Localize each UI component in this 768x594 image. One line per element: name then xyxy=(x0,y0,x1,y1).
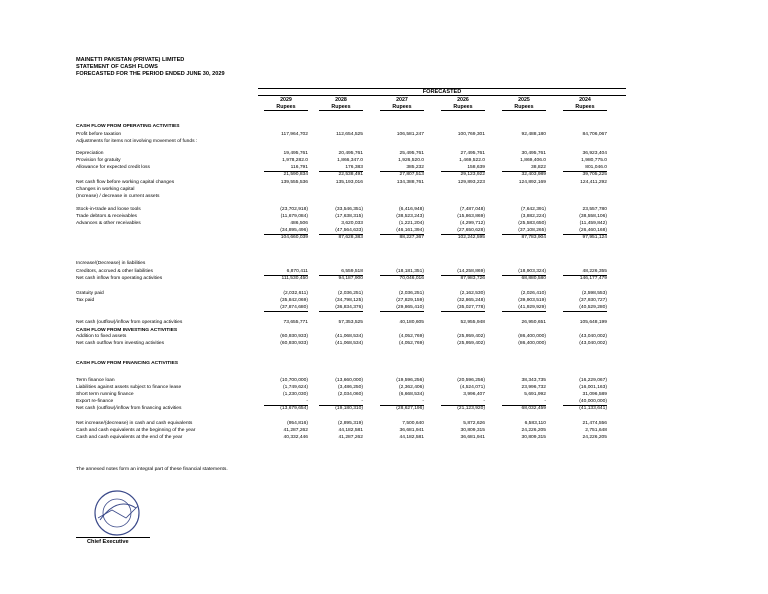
row-value: 134,388,761 xyxy=(396,180,424,185)
row-label: Net increase/(decrease) in cash and cash equivalents xyxy=(76,421,193,426)
column-header-2 xyxy=(319,97,363,111)
row-value: (20,596,256) xyxy=(457,378,485,383)
signature-line xyxy=(76,537,150,538)
row-value: (41,929,929) xyxy=(502,305,546,312)
row-value: 41,287,262 xyxy=(283,428,308,433)
row-label: Depreciation xyxy=(76,151,104,156)
row-value: (15,863,869) xyxy=(457,214,485,219)
row-value: (13,679,654) xyxy=(280,406,308,411)
column-year: 2027 xyxy=(396,97,408,103)
row-label: Trade debtors & receivables xyxy=(76,214,137,219)
row-label: Short term running finance xyxy=(76,392,134,397)
row-value: 36,681,941 xyxy=(460,435,485,440)
row-value: 40,180,605 xyxy=(399,320,424,325)
row-value: (38,558,106) xyxy=(579,214,607,219)
row-value: 24,226,205 xyxy=(521,428,546,433)
row-value: 146,177,479 xyxy=(579,276,607,281)
period-title: FORECASTED FOR THE PERIOD ENDED JUNE 30, 2029 xyxy=(76,71,225,77)
row-label: Term finance loan xyxy=(76,378,115,383)
row-value: (11,679,084) xyxy=(280,214,308,219)
row-value: 7,500,640 xyxy=(402,421,424,426)
row-value: (43,040,002) xyxy=(579,341,607,346)
row-value: 1,980,775.0 xyxy=(581,158,607,163)
row-value: (41,068,534) xyxy=(335,341,363,346)
column-year: 2024 xyxy=(579,97,591,103)
row-value: - xyxy=(502,399,546,406)
row-label: Stock-in-trade and loose tools xyxy=(76,207,141,212)
row-value: (25,959,402) xyxy=(457,341,485,346)
column-unit: Rupees xyxy=(441,104,485,112)
row-value: (41,068,534) xyxy=(335,334,363,339)
row-value: 25,495,761 xyxy=(399,151,424,156)
row-value: (38,523,243) xyxy=(396,214,424,219)
column-unit: Rupees xyxy=(502,104,546,112)
row-value: (25,583,650) xyxy=(518,221,546,226)
row-value: (11,459,842) xyxy=(579,221,607,226)
row-value: 87,783,904 xyxy=(521,235,546,240)
row-label: Cash and cash equivalents at the beginning of the year xyxy=(76,428,196,433)
row-value: 111,530,450 xyxy=(281,276,308,281)
row-value: 21,474,556 xyxy=(582,421,607,426)
row-value: 135,193,016 xyxy=(335,180,363,185)
row-value: - xyxy=(380,399,424,406)
row-value: (7,642,391) xyxy=(520,207,546,212)
row-value: 92,488,180 xyxy=(521,132,546,137)
row-value: (954,816) xyxy=(287,421,308,426)
row-value: 29,123,922 xyxy=(460,172,485,177)
row-value: 102,242,595 xyxy=(457,235,485,240)
row-value: 116,791 xyxy=(264,165,308,172)
row-value: 104,660,039 xyxy=(280,235,308,240)
row-value: 158,639 xyxy=(441,165,485,172)
forecasted-header: FORECASTED xyxy=(258,88,626,96)
row-value: 68,880,580 xyxy=(521,276,546,281)
row-value: (40,000,000) xyxy=(563,399,607,406)
row-value: 21,590,834 xyxy=(283,172,308,177)
row-value: 3,620,033 xyxy=(341,221,363,226)
row-value: (18,181,351) xyxy=(380,269,424,276)
column-year: 2025 xyxy=(518,97,530,103)
row-value: (4,052,769) xyxy=(398,334,424,339)
row-value: (3,882,224) xyxy=(520,214,546,219)
row-value: 106,581,247 xyxy=(396,132,424,137)
row-value: 6,559,518 xyxy=(319,269,363,276)
row-value: 38,822 xyxy=(502,165,546,172)
row-value: 87,628,383 xyxy=(338,235,363,240)
row-value: (41,133,641) xyxy=(579,406,607,411)
row-label: Increase/(Decrease) in liabilities xyxy=(76,261,146,266)
row-value: 97,951,124 xyxy=(582,235,607,240)
row-label: Net cash (outflow)/inflow from financing activities xyxy=(76,406,182,411)
column-year: 2029 xyxy=(280,97,292,103)
row-value: (37,874,680) xyxy=(264,305,308,312)
row-value: (43,040,002) xyxy=(579,334,607,339)
column-unit: Rupees xyxy=(380,104,424,112)
row-value: 22,538,491 xyxy=(338,172,363,177)
row-value: 1,978,282.0 xyxy=(282,158,308,163)
row-value: 5,691,992 xyxy=(524,392,546,397)
row-value: 30,809,315 xyxy=(460,428,485,433)
row-label: Export re-finance xyxy=(76,399,114,404)
row-value: (17,638,315) xyxy=(335,214,363,219)
row-label: (Increase) / decrease in current assets xyxy=(76,194,160,199)
row-value: 40,332,446 xyxy=(283,435,308,440)
column-header-4 xyxy=(441,97,485,111)
row-value: (37,930,727) xyxy=(579,298,607,303)
row-value: (19,596,256) xyxy=(396,378,424,383)
row-value: 139,555,536 xyxy=(280,180,308,185)
row-label: Net cash flow before working capital changes xyxy=(76,180,175,185)
row-value: (2,598,553) xyxy=(581,291,607,296)
row-value: 24,226,205 xyxy=(582,435,607,440)
row-value: 112,654,525 xyxy=(336,132,363,137)
row-value: 27,807,513 xyxy=(399,172,424,177)
signature-label: Chief Executive xyxy=(87,539,129,545)
row-value: 3,996,407 xyxy=(463,392,485,397)
row-value: - xyxy=(441,399,485,406)
row-value: (2,162,530) xyxy=(459,291,485,296)
row-value: (47,564,633) xyxy=(319,228,363,235)
row-value: (3,486,250) xyxy=(337,385,363,390)
row-value: (2,034,060) xyxy=(337,392,363,397)
row-value: 19,495,761 xyxy=(283,151,308,156)
row-value: 124,411,292 xyxy=(580,180,607,185)
row-value: 23,996,732 xyxy=(521,385,546,390)
row-value: 68,032,459 xyxy=(521,406,546,411)
row-value: (2,895,319) xyxy=(337,421,363,426)
row-value: (2,032,611) xyxy=(283,291,308,296)
row-value: (29,865,410) xyxy=(380,305,424,312)
row-value: (35,027,778) xyxy=(441,305,485,312)
row-value: 6,870,411 xyxy=(264,269,308,276)
row-value: 2,751,648 xyxy=(585,428,607,433)
column-unit: Rupees xyxy=(264,104,308,112)
row-value: (33,546,351) xyxy=(335,207,363,212)
row-value: 52,955,948 xyxy=(460,320,485,325)
row-value: (36,834,376) xyxy=(319,305,363,312)
row-value: (16,229,067) xyxy=(579,378,607,383)
row-label: Gratuity paid xyxy=(76,291,104,296)
row-value: (40,529,280) xyxy=(563,305,607,312)
row-value: 30,809,315 xyxy=(521,435,546,440)
row-value: 94,187,900 xyxy=(338,276,363,281)
row-value: (27,829,159) xyxy=(396,298,424,303)
row-value: 36,681,941 xyxy=(399,428,424,433)
row-value: (4,299,712) xyxy=(459,221,485,226)
row-value: 100,769,301 xyxy=(457,132,485,137)
row-value: 105,648,199 xyxy=(579,320,607,325)
row-value: (35,842,069) xyxy=(280,298,308,303)
row-value: (2,362,406) xyxy=(398,385,424,390)
row-value: 44,182,581 xyxy=(399,435,424,440)
row-label: CASH FLOW FROM FINANCING ACTIVITIES xyxy=(76,361,178,366)
row-value: 385,232 xyxy=(380,165,424,172)
row-value: (86,400,000) xyxy=(518,334,546,339)
row-value: 73,655,771 xyxy=(283,320,308,325)
row-value: (16,001,163) xyxy=(579,385,607,390)
row-value: (6,668,534) xyxy=(398,392,424,397)
row-value: 31,096,589 xyxy=(582,392,607,397)
row-value: (27,650,628) xyxy=(441,228,485,235)
row-value: (60,930,933) xyxy=(280,334,308,339)
row-value: 30,495,761 xyxy=(521,151,546,156)
row-value: (10,700,000) xyxy=(280,378,308,383)
row-value: (2,036,251) xyxy=(337,291,363,296)
row-label: Provision for gratuity xyxy=(76,158,121,163)
row-value: 117,964,702 xyxy=(281,132,308,137)
row-value: (21,123,920) xyxy=(457,406,485,411)
row-value: 129,893,223 xyxy=(457,180,485,185)
row-value: (14,258,869) xyxy=(441,269,485,276)
row-value: (60,930,933) xyxy=(280,341,308,346)
row-value: (34,798,125) xyxy=(335,298,363,303)
row-value: (2,026,410) xyxy=(520,291,546,296)
row-value: 1,869,406.0 xyxy=(520,158,546,163)
row-value: (4,524,071) xyxy=(459,385,485,390)
row-label: Allowance for expected credit loss xyxy=(76,165,150,170)
row-value: (86,400,000) xyxy=(518,341,546,346)
row-value: 1,866,347.0 xyxy=(337,158,363,163)
column-header-6 xyxy=(563,97,607,111)
row-value: 801,046.0 xyxy=(563,165,607,172)
row-value: (18,903,324) xyxy=(502,269,546,276)
row-value: 5,872,626 xyxy=(463,421,485,426)
row-value: 124,892,169 xyxy=(518,180,546,185)
row-value: 57,353,525 xyxy=(338,320,363,325)
row-value: 6,583,110 xyxy=(524,421,546,426)
column-unit: Rupees xyxy=(319,104,363,112)
row-value: 88,227,367 xyxy=(399,235,424,240)
row-value: (1,230,030) xyxy=(282,392,308,397)
row-label: CASH FLOW FROM INVESTING ACTIVITIES xyxy=(76,328,178,333)
statement-title: STATEMENT OF CASH FLOWS xyxy=(76,64,158,70)
row-value: 48,226,355 xyxy=(563,269,607,276)
row-value: 39,705,225 xyxy=(582,172,607,177)
row-label: Creditors, accrued & other liabilities xyxy=(76,269,153,274)
row-value: 27,495,761 xyxy=(460,151,485,156)
row-value: (4,052,769) xyxy=(398,341,424,346)
row-value: 87,983,726 xyxy=(460,276,485,281)
column-year: 2026 xyxy=(457,97,469,103)
company-stamp xyxy=(92,488,142,538)
annexed-note: The annexed notes form an integral part of these financial statements. xyxy=(76,467,228,472)
row-label: Advances & other receivables xyxy=(76,221,141,226)
row-value: 176,383 xyxy=(319,165,363,172)
column-header-1 xyxy=(264,97,308,111)
row-label: Profit before taxation xyxy=(76,132,122,137)
row-value: 70,046,016 xyxy=(399,276,424,281)
row-label: Liabilities against assets subject to finance lease xyxy=(76,385,182,390)
row-label: Net cash outflow from investing activities xyxy=(76,341,165,346)
row-value: 44,182,581 xyxy=(338,428,363,433)
column-header-5 xyxy=(502,97,546,111)
row-label: Net cash (outflow)/inflow from operating activities xyxy=(76,320,183,325)
row-value: (1,221,204) xyxy=(398,221,424,226)
row-value: 23,557,780 xyxy=(582,207,607,212)
column-year: 2028 xyxy=(335,97,347,103)
row-label: Net cash inflow from operating activities xyxy=(76,276,163,281)
row-label: Adjustments for items not involving movement of funds : xyxy=(76,139,198,144)
row-value: (1,749,624) xyxy=(282,385,308,390)
row-value: (13,660,000) xyxy=(335,378,363,383)
row-value: 84,706,067 xyxy=(582,132,607,137)
row-value: (32,865,248) xyxy=(457,298,485,303)
row-value: 32,403,989 xyxy=(521,172,546,177)
row-label: Tax paid xyxy=(76,298,95,303)
column-unit: Rupees xyxy=(563,104,607,112)
row-value: (7,487,048) xyxy=(459,207,485,212)
row-value: 1,926,520.0 xyxy=(398,158,424,163)
row-value: (39,903,519) xyxy=(518,298,546,303)
row-value: (6,416,948) xyxy=(398,207,424,212)
column-header-3 xyxy=(380,97,424,111)
row-value: (2,036,251) xyxy=(398,291,424,296)
row-value: 20,495,761 xyxy=(338,151,363,156)
row-value: 38,343,735 xyxy=(521,378,546,383)
row-label: Changes in working capital xyxy=(76,187,135,192)
row-label: Cash and cash equivalents at the end of the year xyxy=(76,435,183,440)
row-value: (28,627,196) xyxy=(396,406,424,411)
row-label: Addition to fixed assets xyxy=(76,334,127,339)
row-value: 41,287,262 xyxy=(338,435,363,440)
row-value: (19,180,310) xyxy=(335,406,363,411)
row-value: 26,950,651 xyxy=(521,320,546,325)
row-value: (26,460,168) xyxy=(563,228,607,235)
row-value: (37,108,265) xyxy=(502,228,546,235)
company-name: MAINETTI PAKISTAN (PRIVATE) LIMITED xyxy=(76,57,185,63)
row-value: 1,469,522.0 xyxy=(459,158,485,163)
row-value: (23,702,918) xyxy=(280,207,308,212)
row-value: - xyxy=(319,399,363,406)
row-value: - xyxy=(264,399,308,406)
row-value: 36,923,404 xyxy=(582,151,607,156)
row-value: 486,506 xyxy=(290,221,308,226)
row-value: (25,959,402) xyxy=(457,334,485,339)
row-label: CASH FLOW FROM OPERATING ACTIVITIES xyxy=(76,124,180,129)
row-value: (46,161,394) xyxy=(380,228,424,235)
row-value: (34,895,496) xyxy=(264,228,308,235)
